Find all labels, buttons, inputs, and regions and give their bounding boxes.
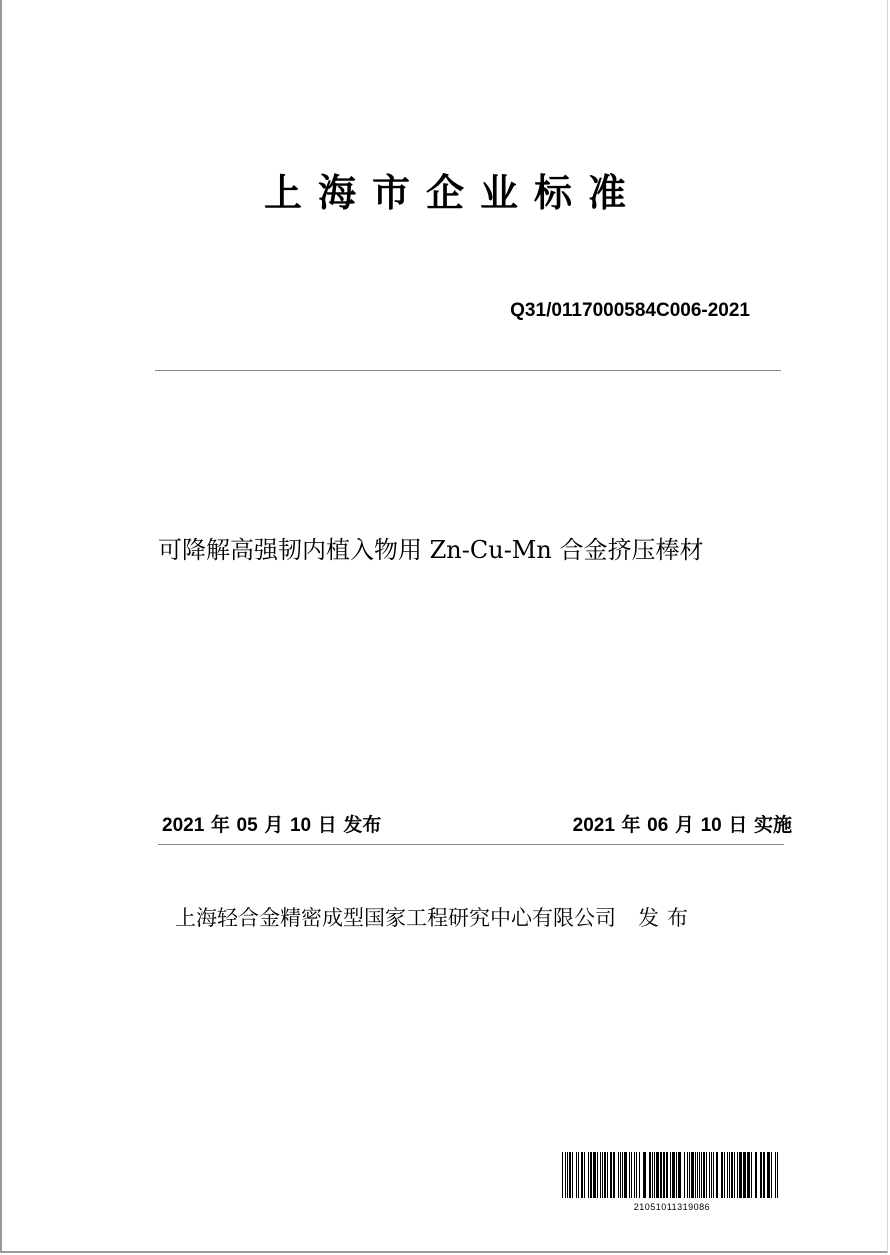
publish-year: 2021 [162,815,205,836]
publish-date [162,810,381,837]
implement-month-unit: 月 [674,814,694,836]
barcode-bar [676,1152,677,1198]
barcode-bar [636,1152,637,1198]
publisher-name: 上海轻合金精密成型国家工程研究中心有限公司 [175,906,616,930]
standard-type-title: 上海市企业标准 [263,171,642,215]
barcode-bar [666,1152,668,1198]
barcode-bar [604,1152,606,1198]
barcode-bar [634,1152,635,1198]
implement-date [573,810,792,837]
barcode-bar [602,1152,603,1198]
barcode-bar [610,1152,612,1198]
barcode-bar [691,1152,694,1198]
barcode-bar [562,1152,563,1198]
implement-year: 2021 [572,815,615,836]
barcode-bar [593,1152,596,1198]
implement-day: 10 [700,815,722,836]
barcode-bar [663,1152,665,1198]
barcode-bar [755,1152,757,1198]
publisher-action: 发布 [638,906,696,930]
publish-month: 05 [236,815,258,836]
barcode-bar [597,1152,598,1198]
barcode-bar [760,1152,762,1198]
barcode-bar [567,1152,568,1198]
implement-day-unit: 日 [728,814,748,836]
barcode-bar [672,1152,675,1198]
barcode-bar [643,1152,646,1198]
barcode-bar [649,1152,651,1198]
implement-month: 06 [647,815,669,836]
barcode-bar [775,1152,776,1198]
barcode-bar [713,1152,714,1198]
barcode-bar [771,1152,772,1198]
barcode-bar [613,1152,615,1198]
publish-day-unit: 日 [317,814,337,836]
barcode-bar [618,1152,619,1198]
barcode-bar [584,1152,585,1198]
barcode-bar [578,1152,579,1198]
barcode-bar [763,1152,765,1198]
barcode-bar [607,1152,608,1198]
barcode-bar [629,1152,630,1198]
publish-label: 发布 [343,814,382,836]
publish-year-unit: 年 [210,814,230,836]
barcode-bar [590,1152,592,1198]
barcode-bar [684,1152,685,1198]
barcode-bar [703,1152,705,1198]
barcode-bar [695,1152,696,1198]
document-title: 可降解高强韧内植入物用 Zn-Cu-Mn 合金挤压棒材 [158,536,704,564]
barcode-bar [721,1152,723,1198]
barcode-bar [699,1152,700,1198]
barcode-bar [729,1152,730,1198]
barcode-bar [624,1152,627,1198]
barcode-bar [588,1152,589,1198]
barcode-bar [581,1152,583,1198]
barcode-bar [734,1152,735,1198]
barcode-bar [739,1152,742,1198]
barcode-bar [709,1152,710,1198]
publish-month-unit: 月 [264,814,284,836]
barcode-bar [727,1152,728,1198]
barcode-bar [656,1152,659,1198]
barcode-bar [716,1152,718,1198]
barcode-bar [706,1152,707,1198]
publish-day: 10 [289,815,312,836]
barcode-bar [689,1152,690,1198]
barcode-bar [670,1152,671,1198]
barcode [562,1152,782,1212]
barcode-bar [600,1152,601,1198]
barcode-bar [565,1152,566,1198]
top-divider [155,370,781,371]
barcode-bar [751,1152,752,1198]
barcode-bar [654,1152,655,1198]
barcode-bar [569,1152,571,1198]
barcode-bar [711,1152,712,1198]
barcode-number: 21051011319086 [633,1202,711,1212]
barcode-bar [701,1152,702,1198]
barcode-bar [678,1152,681,1198]
barcode-bar [631,1152,632,1198]
barcode-bar [652,1152,653,1198]
barcode-bar [731,1152,733,1198]
barcode-bar [622,1152,623,1198]
implement-label: 实施 [753,814,792,836]
barcode-bar [576,1152,577,1198]
bottom-divider [158,844,784,845]
barcode-bar [572,1152,573,1198]
barcode-bar [737,1152,738,1198]
barcode-bars [562,1152,782,1198]
barcode-bar [620,1152,621,1198]
barcode-bar [777,1152,778,1198]
implement-year-unit: 年 [621,814,641,836]
barcode-bar [660,1152,662,1198]
barcode-bar [687,1152,688,1198]
standard-code: Q31/0117000584C006-2021 [510,300,750,321]
publisher-line [175,902,696,932]
barcode-bar [747,1152,750,1198]
barcode-bar [724,1152,725,1198]
barcode-bar [743,1152,746,1198]
barcode-bar [767,1152,770,1198]
barcode-bar [697,1152,698,1198]
barcode-bar [639,1152,640,1198]
